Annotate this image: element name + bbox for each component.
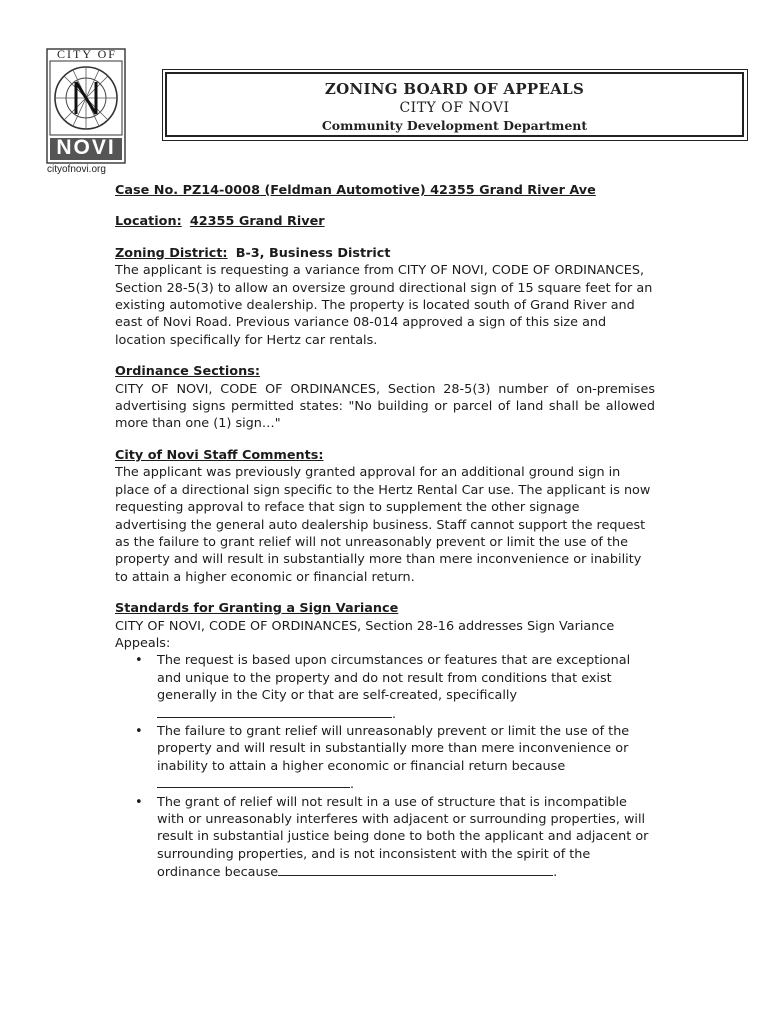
header-box	[162, 69, 748, 141]
staff-heading: City of Novi Staff Comments:	[115, 447, 324, 463]
standard-end-2: .	[350, 777, 355, 793]
staff-section	[115, 447, 655, 586]
standard-item-3	[157, 794, 655, 882]
location-value: 42355 Grand River	[189, 214, 325, 230]
zoning-label: Zoning District:	[115, 245, 228, 261]
header-inner	[165, 72, 744, 137]
header-department: Community Development Department	[321, 118, 588, 133]
location-label: Location:	[115, 214, 182, 230]
logo-bottom-text: NOVI	[56, 136, 116, 159]
zoning-text: The applicant is requesting a variance from CITY OF NOVI, CODE OF ORDINANCES, Section 28-5(3) to allow an oversize ground directional sign of 15 square feet for an existing automotive dealership. The property is located south of Grand River and east of Novi Road. Previous variance 08-014 approved a sign of this size and location specifically for Hertz car rentals.	[115, 263, 653, 348]
staff-text: The applicant was previously granted approval for an additional ground sign in place of a directional sign specific to the Hertz Rental Car use. The applicant is now requesting approval to reface that sign to supplement the other signage advertising the general auto dealership business. Staff cannot support the request as the failure to grant relief will not unreasonably prevent or limit the use of the property and will result in substantially more than mere inconvenience or inability to attain a higher economic or financial return.	[115, 465, 651, 585]
header-subtitle: CITY OF NOVI	[399, 100, 510, 116]
standards-list	[115, 652, 655, 881]
zoning-value: B-3, Business District	[235, 245, 391, 261]
standards-intro: CITY OF NOVI, CODE OF ORDINANCES, Section 28-16 addresses Sign Variance Appeals:	[115, 618, 615, 651]
ordinance-heading: Ordinance Sections:	[115, 364, 260, 380]
answer-blank-2[interactable]	[157, 775, 350, 788]
ordinance-text: CITY OF NOVI, CODE OF ORDINANCES, Section 28-5(3) number of on-premises advertising signs permitted states: "No building or parcel of land shall be allowed more than one (1) sign…"	[115, 381, 655, 432]
standards-heading: Standards for Granting a Sign Variance	[115, 601, 399, 617]
ordinance-section	[115, 363, 655, 433]
logo-url: cityofnovi.org	[47, 164, 106, 175]
standard-item-1	[157, 652, 655, 723]
location-line	[115, 213, 655, 230]
logo-top-text: CITY OF	[57, 47, 117, 61]
header-title: ZONING BOARD OF APPEALS	[324, 80, 585, 98]
answer-blank-1[interactable]	[157, 705, 392, 718]
standard-end-1: .	[392, 706, 397, 722]
standard-text-3: The grant of relief will not result in a use of structure that is incompatible with or unreasonably interferes with adjacent or surrounding properties, will result in substantial justice being done to both the applicant and adjacent or surrounding properties, and is not inconsistent with the spirit of the ordinance because	[157, 794, 649, 881]
standard-text-1: The request is based upon circumstances or features that are exceptional and unique to the property and do not result from conditions that exist generally in the City or that are self-created, specifically	[157, 653, 631, 704]
zoning-section	[115, 245, 655, 349]
document-body	[115, 182, 655, 882]
standard-text-2: The failure to grant relief will unreasonably prevent or limit the use of the property and will result in substantially more than mere inconvenience or inability to attain a higher economic or financial return because	[157, 723, 630, 774]
standard-item-2	[157, 723, 655, 794]
case-number-line: Case No. PZ14-0008 (Feldman Automotive) 42355 Grand River Ave	[115, 183, 596, 198]
standard-end-3: .	[553, 865, 558, 881]
standards-section	[115, 600, 655, 882]
answer-blank-3[interactable]	[278, 863, 553, 876]
